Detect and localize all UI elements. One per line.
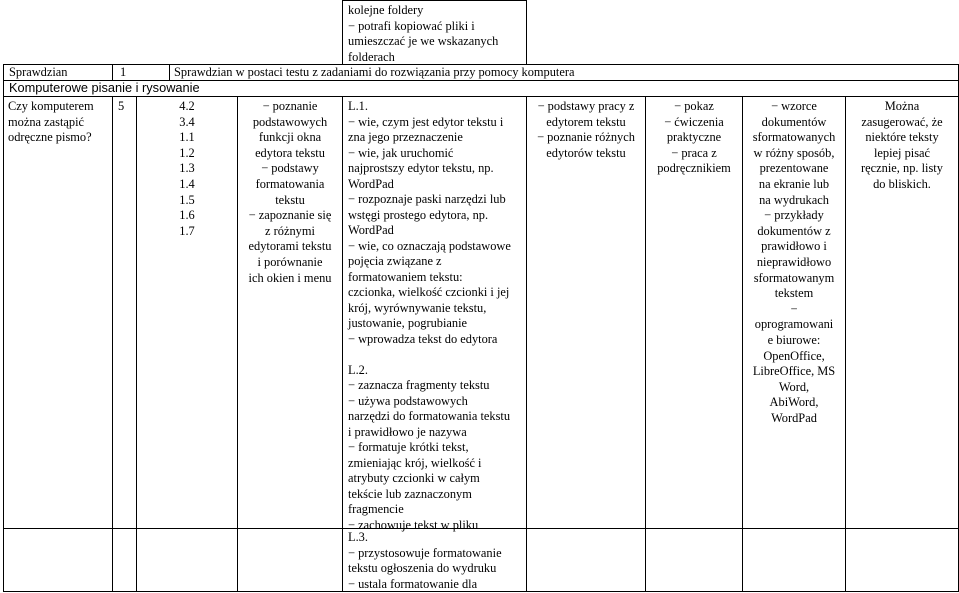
text-line: folderach [348, 49, 395, 64]
text-line: zna jego przeznaczenie [348, 130, 463, 144]
text-line: WordPad [771, 410, 817, 425]
text-line: − formatuje krótki tekst, [348, 440, 469, 454]
text-line: − rozpoznaje paski narzędzi lub [348, 192, 506, 206]
text-line: WordPad [348, 176, 394, 191]
text-line: Czy komputerem [8, 99, 94, 113]
text-line: − poznanie [262, 99, 318, 113]
text-line: AbiWord, [769, 395, 819, 410]
text-line: sformatowanych [752, 130, 836, 145]
text-line: Można [884, 99, 920, 113]
text-line: najprostszy edytor tekstu, np. [348, 161, 494, 175]
text-line: − praca z [671, 145, 717, 160]
code: 3.4 [179, 114, 195, 129]
rule [112, 96, 113, 592]
code: 1.1 [179, 130, 195, 145]
text-line: − wprowadza tekst do edytora [348, 331, 498, 346]
text-line: funkcji okna [258, 130, 322, 145]
text-line: edytora tekstu [255, 145, 325, 160]
section-title [9, 80, 200, 96]
rule [342, 0, 343, 64]
text-line: na ekranie lub [758, 176, 830, 191]
text-line: − zaznacza fragmenty tekstu [348, 378, 490, 392]
text-line: i prawidłowo je nazywa [348, 424, 467, 439]
top-cell [348, 3, 524, 65]
text-line: lepiej pisać [873, 145, 931, 160]
code: 1.7 [179, 223, 195, 238]
rule [169, 64, 170, 80]
text-line: − poznanie różnych [537, 130, 635, 145]
text-line: L.2. [348, 362, 368, 377]
rule [526, 96, 527, 592]
question-cell [8, 99, 112, 146]
text-line: L.1. [348, 99, 368, 113]
text-line: z różnymi [265, 223, 315, 238]
text-line: − zachowuje tekst w pliku [348, 517, 479, 532]
text-line: atrybuty czcionki w całym [348, 471, 480, 485]
text-line: zmieniając krój, wielkość i [348, 455, 482, 470]
test-name [9, 65, 68, 81]
text-line: − wie, czym jest edytor tekstu i [348, 114, 504, 129]
text-line: edytorów tekstu [546, 145, 626, 160]
text-line: podstawowych [252, 114, 328, 129]
text-line: ich okien i menu [248, 270, 332, 285]
text-line: oprogramowani [754, 317, 834, 332]
text-line: − podstawy [261, 161, 319, 176]
outcomes-next-cell [348, 530, 526, 592]
text-line: tekstu [275, 192, 305, 207]
text-line: prawidłowo i [761, 239, 827, 254]
text-line: praktyczne [666, 130, 722, 145]
outcomes-cell [348, 99, 526, 533]
text-line: − pokaz [674, 99, 714, 113]
forms-cell [646, 99, 742, 177]
hours-text: 5 [118, 99, 125, 113]
text-line: edytorem tekstu [546, 114, 626, 129]
text-line: e biurowe: [767, 332, 821, 347]
text-line: tekstem [774, 286, 814, 301]
text-line: krój, wyrównywanie tekstu, [348, 300, 487, 315]
text-line: fragmencie [348, 502, 404, 516]
text-line: Word, [778, 379, 810, 394]
code: 1.4 [179, 176, 195, 191]
text-line: podręcznikiem [657, 161, 731, 176]
text-line: − ćwiczenia [664, 114, 724, 129]
text-line: na wydrukach [759, 192, 829, 207]
text-line [348, 347, 526, 363]
code: 4.2 [179, 99, 195, 113]
text-line: do bliskich. [873, 176, 931, 191]
text-line: zasugerować, że [861, 114, 943, 129]
rule [3, 96, 958, 97]
text-line: dokumentów z [757, 223, 831, 238]
hours-cell [118, 99, 124, 115]
text-line: − wie, co oznaczają podstawowe [348, 238, 511, 253]
text-line: wstęgi prostego edytora, np. [348, 207, 489, 222]
text-line: L.3. [348, 530, 368, 544]
text-line: − wzorce [771, 99, 817, 113]
text-line: kolejne foldery [348, 3, 424, 17]
code: 1.2 [179, 145, 195, 160]
text-line: tekście lub zaznaczonym [348, 486, 472, 501]
rule [526, 0, 527, 64]
text-line: OpenOffice, [763, 348, 825, 363]
text-line: − [790, 301, 798, 316]
text-line: sformatowanym [753, 270, 835, 285]
notes-cell [846, 99, 958, 193]
text-line: niektóre teksty [865, 130, 939, 145]
text-line: − potrafi kopiować pliki i [348, 18, 475, 33]
text-line: prezentowane [759, 161, 829, 176]
text-line: − zapoznanie się [248, 208, 332, 223]
text-line: i porównanie [257, 254, 323, 269]
text-line: justowanie, pogrubianie [348, 316, 468, 330]
text-line: − wie, jak uruchomić [348, 145, 454, 160]
text-line: WordPad [348, 223, 394, 237]
test-description [174, 65, 575, 81]
text-line: − podstawy pracy z [537, 99, 635, 113]
rule [3, 64, 4, 592]
test-name-text: Sprawdzian [9, 65, 68, 79]
text-line: ręcznie, np. listy [861, 161, 943, 176]
materials-cell [743, 99, 845, 426]
test-hours-text: 1 [120, 65, 127, 79]
text-line: pojęcia związane z [348, 254, 442, 268]
text-line: − przystosowuje formatowanie [348, 545, 502, 560]
code: 1.5 [179, 192, 195, 207]
test-hours [120, 65, 126, 81]
text-line: czcionka, wielkość czcionki i jej [348, 285, 510, 299]
code: 1.6 [179, 208, 195, 223]
text-line: narzędzi do formatowania tekstu [348, 409, 511, 423]
text-line: − ustala formatowanie dla [348, 576, 478, 591]
code: 1.3 [179, 161, 195, 176]
text-line: tekstu ogłoszenia do wydruku [348, 561, 497, 576]
text-line: odręczne pismo? [8, 130, 92, 145]
text-line: edytorami tekstu [248, 239, 332, 254]
codes-cell [137, 99, 237, 239]
methods-cell [527, 99, 645, 161]
text-line: formatowaniem tekstu: [348, 269, 463, 284]
text-line: można zastąpić [8, 114, 85, 129]
text-line: w różny sposób, [753, 145, 835, 160]
text-line: − używa podstawowych [348, 393, 468, 408]
rule [112, 64, 113, 80]
rule [342, 96, 343, 592]
text-line: umieszczać je we wskazanych [348, 34, 499, 49]
text-line: nieprawidłowo [756, 254, 832, 269]
text-line: dokumentów [761, 114, 827, 129]
text-line: LibreOffice, MS [752, 364, 836, 379]
content-cell [238, 99, 342, 286]
text-line: − przykłady [764, 208, 824, 223]
text-line: formatowania [255, 176, 325, 191]
rule [342, 0, 526, 1]
test-description-text: Sprawdzian w postaci testu z zadaniami do rozwiązania przy pomocy komputera [174, 65, 575, 79]
section-title-text: Komputerowe pisanie i rysowanie [9, 80, 200, 95]
